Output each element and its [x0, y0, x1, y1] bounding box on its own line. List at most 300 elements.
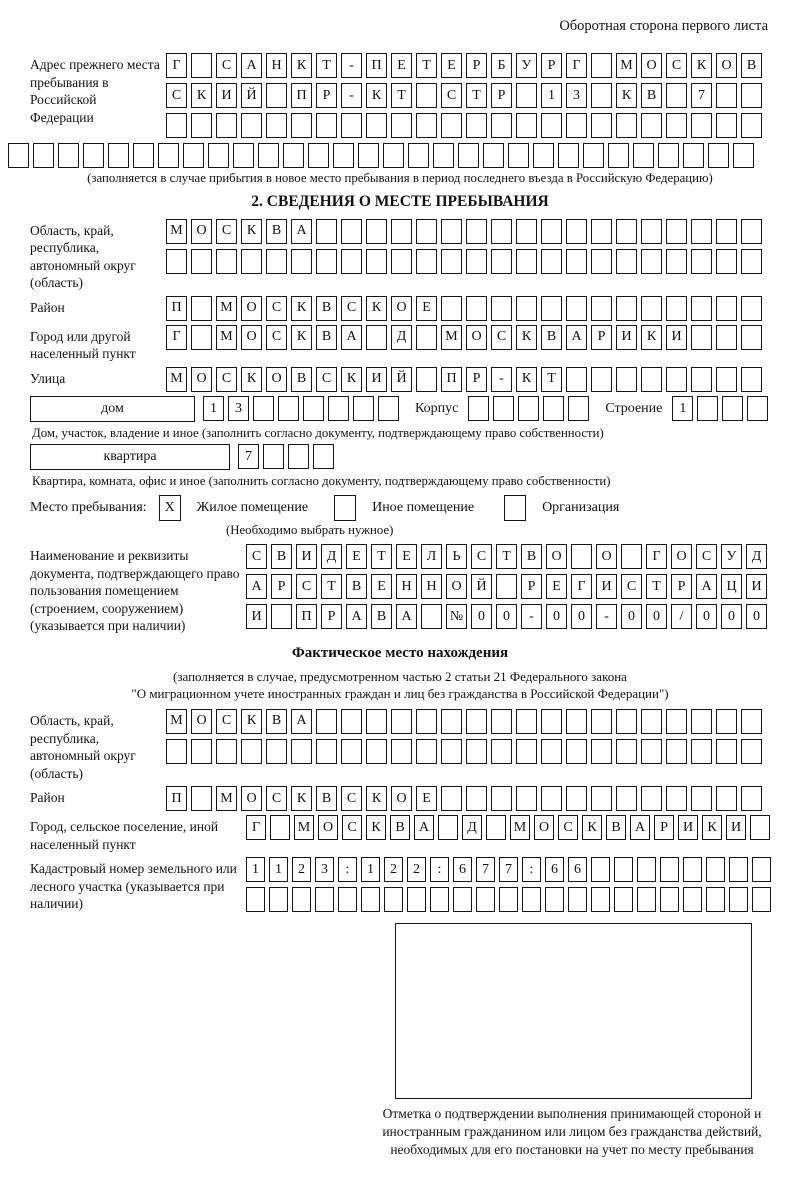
char-cell[interactable]	[545, 887, 564, 912]
char-cell[interactable]	[328, 396, 349, 421]
char-cell[interactable]: -	[341, 83, 362, 108]
char-cell[interactable]: 6	[545, 857, 564, 882]
char-cell[interactable]	[666, 113, 687, 138]
char-cell[interactable]	[747, 396, 768, 421]
char-cell[interactable]	[616, 296, 637, 321]
char-cell[interactable]: О	[318, 815, 338, 840]
char-cell[interactable]	[614, 887, 633, 912]
char-cell[interactable]: Т	[316, 53, 337, 78]
char-cell[interactable]: К	[241, 709, 262, 734]
char-cell[interactable]	[666, 739, 687, 764]
char-cell[interactable]	[366, 739, 387, 764]
char-cell[interactable]: К	[366, 83, 387, 108]
char-cell[interactable]	[706, 887, 725, 912]
char-cell[interactable]	[516, 249, 537, 274]
char-cell[interactable]	[308, 143, 329, 168]
char-cell[interactable]	[750, 815, 770, 840]
char-cell[interactable]: С	[166, 83, 187, 108]
char-cell[interactable]	[270, 815, 290, 840]
char-cell[interactable]: И	[746, 574, 767, 599]
char-cell[interactable]	[258, 143, 279, 168]
char-cell[interactable]	[666, 249, 687, 274]
char-cell[interactable]	[83, 143, 104, 168]
char-cell[interactable]	[752, 857, 771, 882]
char-cell[interactable]	[541, 249, 562, 274]
char-cell[interactable]: Т	[646, 574, 667, 599]
char-cell[interactable]	[729, 857, 748, 882]
region-row-2[interactable]	[166, 249, 766, 274]
char-cell[interactable]: П	[441, 367, 462, 392]
char-cell[interactable]	[716, 219, 737, 244]
char-cell[interactable]: Й	[241, 83, 262, 108]
char-cell[interactable]	[391, 113, 412, 138]
char-cell[interactable]: Г	[246, 815, 266, 840]
char-cell[interactable]	[683, 857, 702, 882]
char-cell[interactable]	[453, 887, 472, 912]
char-cell[interactable]: И	[616, 325, 637, 350]
char-cell[interactable]	[716, 325, 737, 350]
char-cell[interactable]: П	[366, 53, 387, 78]
char-cell[interactable]	[566, 367, 587, 392]
char-cell[interactable]	[358, 143, 379, 168]
cadastre-row-2[interactable]	[246, 887, 775, 912]
char-cell[interactable]	[191, 53, 212, 78]
char-cell[interactable]: В	[316, 296, 337, 321]
char-cell[interactable]	[741, 296, 762, 321]
char-cell[interactable]: 1	[203, 396, 224, 421]
char-cell[interactable]: В	[606, 815, 626, 840]
char-cell[interactable]	[591, 113, 612, 138]
prev-address-row-2[interactable]	[166, 83, 766, 108]
char-cell[interactable]	[366, 113, 387, 138]
char-cell[interactable]	[483, 143, 504, 168]
char-cell[interactable]	[316, 739, 337, 764]
document-row-3[interactable]	[246, 604, 771, 629]
char-cell[interactable]	[666, 296, 687, 321]
char-cell[interactable]	[291, 739, 312, 764]
char-cell[interactable]	[491, 219, 512, 244]
char-cell[interactable]	[303, 396, 324, 421]
char-cell[interactable]: О	[191, 367, 212, 392]
char-cell[interactable]	[691, 786, 712, 811]
char-cell[interactable]	[591, 739, 612, 764]
char-cell[interactable]	[316, 249, 337, 274]
char-cell[interactable]	[338, 887, 357, 912]
korpus-cells[interactable]	[468, 396, 593, 421]
char-cell[interactable]	[616, 113, 637, 138]
char-cell[interactable]: Е	[546, 574, 567, 599]
char-cell[interactable]: С	[342, 815, 362, 840]
char-cell[interactable]: В	[541, 325, 562, 350]
char-cell[interactable]: Ь	[446, 544, 467, 569]
char-cell[interactable]: 0	[696, 604, 717, 629]
char-cell[interactable]	[566, 219, 587, 244]
char-cell[interactable]	[491, 113, 512, 138]
char-cell[interactable]	[441, 296, 462, 321]
char-cell[interactable]: С	[216, 53, 237, 78]
char-cell[interactable]	[158, 143, 179, 168]
char-cell[interactable]	[491, 786, 512, 811]
char-cell[interactable]: Й	[471, 574, 492, 599]
char-cell[interactable]	[191, 249, 212, 274]
char-cell[interactable]	[391, 709, 412, 734]
char-cell[interactable]	[666, 219, 687, 244]
char-cell[interactable]	[271, 604, 292, 629]
char-cell[interactable]: Т	[416, 53, 437, 78]
char-cell[interactable]: И	[296, 544, 317, 569]
char-cell[interactable]: М	[166, 219, 187, 244]
char-cell[interactable]: 6	[568, 857, 587, 882]
char-cell[interactable]	[571, 544, 592, 569]
char-cell[interactable]: С	[441, 83, 462, 108]
char-cell[interactable]	[683, 887, 702, 912]
char-cell[interactable]	[591, 709, 612, 734]
char-cell[interactable]	[466, 709, 487, 734]
char-cell[interactable]	[408, 143, 429, 168]
char-cell[interactable]	[591, 219, 612, 244]
char-cell[interactable]	[591, 53, 612, 78]
char-cell[interactable]: Д	[746, 544, 767, 569]
char-cell[interactable]	[691, 367, 712, 392]
char-cell[interactable]: Т	[466, 83, 487, 108]
char-cell[interactable]: 2	[384, 857, 403, 882]
cadastre-row-1[interactable]	[246, 857, 775, 882]
char-cell[interactable]	[516, 296, 537, 321]
prev-address-overflow-row[interactable]	[8, 143, 770, 168]
char-cell[interactable]	[591, 857, 610, 882]
char-cell[interactable]: К	[291, 53, 312, 78]
char-cell[interactable]	[491, 296, 512, 321]
char-cell[interactable]: -	[521, 604, 542, 629]
char-cell[interactable]: О	[391, 786, 412, 811]
char-cell[interactable]: 0	[621, 604, 642, 629]
char-cell[interactable]: И	[596, 574, 617, 599]
char-cell[interactable]: 0	[646, 604, 667, 629]
char-cell[interactable]: 6	[453, 857, 472, 882]
char-cell[interactable]: К	[366, 815, 386, 840]
house-number-cells[interactable]	[203, 396, 403, 421]
char-cell[interactable]	[496, 574, 517, 599]
char-cell[interactable]: 0	[571, 604, 592, 629]
city-row[interactable]	[166, 325, 766, 350]
actual-region-row-1[interactable]	[166, 709, 766, 734]
char-cell[interactable]: А	[241, 53, 262, 78]
char-cell[interactable]	[486, 815, 506, 840]
char-cell[interactable]: К	[616, 83, 637, 108]
char-cell[interactable]	[241, 249, 262, 274]
actual-region-row-2[interactable]	[166, 739, 766, 764]
char-cell[interactable]	[641, 709, 662, 734]
char-cell[interactable]: О	[671, 544, 692, 569]
char-cell[interactable]	[316, 113, 337, 138]
char-cell[interactable]: С	[341, 786, 362, 811]
char-cell[interactable]	[716, 113, 737, 138]
char-cell[interactable]: О	[241, 296, 262, 321]
char-cell[interactable]: Р	[521, 574, 542, 599]
char-cell[interactable]	[416, 367, 437, 392]
char-cell[interactable]: П	[291, 83, 312, 108]
char-cell[interactable]	[566, 739, 587, 764]
char-cell[interactable]	[191, 739, 212, 764]
region-row-1[interactable]	[166, 219, 766, 244]
char-cell[interactable]: №	[446, 604, 467, 629]
char-cell[interactable]	[253, 396, 274, 421]
char-cell[interactable]: Г	[646, 544, 667, 569]
char-cell[interactable]: О	[466, 325, 487, 350]
char-cell[interactable]	[641, 739, 662, 764]
char-cell[interactable]: С	[216, 219, 237, 244]
char-cell[interactable]: Р	[541, 53, 562, 78]
char-cell[interactable]	[591, 786, 612, 811]
char-cell[interactable]: П	[166, 786, 187, 811]
char-cell[interactable]	[476, 887, 495, 912]
char-cell[interactable]	[341, 709, 362, 734]
char-cell[interactable]: О	[241, 786, 262, 811]
char-cell[interactable]	[416, 249, 437, 274]
char-cell[interactable]	[691, 113, 712, 138]
char-cell[interactable]: К	[516, 367, 537, 392]
char-cell[interactable]	[266, 113, 287, 138]
char-cell[interactable]	[741, 367, 762, 392]
char-cell[interactable]	[441, 786, 462, 811]
char-cell[interactable]	[516, 739, 537, 764]
char-cell[interactable]	[216, 249, 237, 274]
char-cell[interactable]: П	[166, 296, 187, 321]
checkbox-organization[interactable]	[504, 495, 526, 521]
char-cell[interactable]	[493, 396, 514, 421]
char-cell[interactable]: 1	[361, 857, 380, 882]
char-cell[interactable]	[741, 325, 762, 350]
char-cell[interactable]: А	[630, 815, 650, 840]
char-cell[interactable]: 0	[471, 604, 492, 629]
char-cell[interactable]	[246, 887, 265, 912]
char-cell[interactable]: Е	[391, 53, 412, 78]
char-cell[interactable]: С	[316, 367, 337, 392]
char-cell[interactable]	[633, 143, 654, 168]
char-cell[interactable]	[341, 113, 362, 138]
char-cell[interactable]	[697, 396, 718, 421]
char-cell[interactable]	[166, 113, 187, 138]
char-cell[interactable]	[533, 143, 554, 168]
char-cell[interactable]	[566, 786, 587, 811]
char-cell[interactable]	[391, 249, 412, 274]
char-cell[interactable]: Р	[321, 604, 342, 629]
char-cell[interactable]	[433, 143, 454, 168]
char-cell[interactable]	[660, 857, 679, 882]
char-cell[interactable]: Ц	[721, 574, 742, 599]
char-cell[interactable]: Д	[321, 544, 342, 569]
char-cell[interactable]: С	[216, 709, 237, 734]
char-cell[interactable]	[541, 739, 562, 764]
char-cell[interactable]	[438, 815, 458, 840]
char-cell[interactable]: С	[666, 53, 687, 78]
char-cell[interactable]	[637, 857, 656, 882]
char-cell[interactable]	[641, 367, 662, 392]
actual-city-row[interactable]	[246, 815, 774, 840]
char-cell[interactable]: К	[516, 325, 537, 350]
char-cell[interactable]	[658, 143, 679, 168]
char-cell[interactable]	[691, 219, 712, 244]
char-cell[interactable]	[566, 249, 587, 274]
stroenie-cells[interactable]	[672, 396, 772, 421]
char-cell[interactable]	[266, 83, 287, 108]
char-cell[interactable]: К	[641, 325, 662, 350]
char-cell[interactable]: В	[346, 574, 367, 599]
char-cell[interactable]: О	[596, 544, 617, 569]
char-cell[interactable]: Т	[496, 544, 517, 569]
char-cell[interactable]: А	[396, 604, 417, 629]
char-cell[interactable]	[441, 249, 462, 274]
char-cell[interactable]	[516, 113, 537, 138]
char-cell[interactable]	[541, 786, 562, 811]
char-cell[interactable]: С	[558, 815, 578, 840]
char-cell[interactable]	[466, 113, 487, 138]
char-cell[interactable]	[708, 143, 729, 168]
char-cell[interactable]: О	[241, 325, 262, 350]
char-cell[interactable]: С	[266, 296, 287, 321]
apartment-number-cells[interactable]	[238, 444, 338, 469]
char-cell[interactable]	[641, 296, 662, 321]
char-cell[interactable]: О	[191, 709, 212, 734]
prev-address-row-1[interactable]	[166, 53, 766, 78]
char-cell[interactable]	[313, 444, 334, 469]
char-cell[interactable]: О	[446, 574, 467, 599]
char-cell[interactable]	[516, 709, 537, 734]
char-cell[interactable]: В	[741, 53, 762, 78]
char-cell[interactable]	[591, 83, 612, 108]
char-cell[interactable]: М	[510, 815, 530, 840]
char-cell[interactable]	[741, 739, 762, 764]
char-cell[interactable]	[706, 857, 725, 882]
char-cell[interactable]: С	[266, 325, 287, 350]
char-cell[interactable]	[466, 296, 487, 321]
char-cell[interactable]: Р	[671, 574, 692, 599]
char-cell[interactable]	[716, 367, 737, 392]
char-cell[interactable]	[283, 143, 304, 168]
char-cell[interactable]	[191, 113, 212, 138]
char-cell[interactable]	[616, 367, 637, 392]
char-cell[interactable]	[729, 887, 748, 912]
char-cell[interactable]: М	[216, 786, 237, 811]
char-cell[interactable]: У	[721, 544, 742, 569]
char-cell[interactable]	[366, 249, 387, 274]
char-cell[interactable]: М	[294, 815, 314, 840]
char-cell[interactable]	[541, 709, 562, 734]
char-cell[interactable]: Г	[571, 574, 592, 599]
char-cell[interactable]: К	[241, 367, 262, 392]
char-cell[interactable]: А	[346, 604, 367, 629]
char-cell[interactable]	[752, 887, 771, 912]
char-cell[interactable]	[683, 143, 704, 168]
char-cell[interactable]	[241, 739, 262, 764]
char-cell[interactable]: С	[296, 574, 317, 599]
char-cell[interactable]	[722, 396, 743, 421]
char-cell[interactable]	[466, 219, 487, 244]
char-cell[interactable]: 2	[292, 857, 311, 882]
char-cell[interactable]: М	[216, 296, 237, 321]
char-cell[interactable]: 7	[691, 83, 712, 108]
char-cell[interactable]	[341, 249, 362, 274]
char-cell[interactable]	[468, 396, 489, 421]
char-cell[interactable]	[716, 709, 737, 734]
char-cell[interactable]: М	[441, 325, 462, 350]
char-cell[interactable]	[315, 887, 334, 912]
char-cell[interactable]: Р	[491, 83, 512, 108]
char-cell[interactable]	[133, 143, 154, 168]
char-cell[interactable]: А	[246, 574, 267, 599]
char-cell[interactable]	[568, 887, 587, 912]
char-cell[interactable]	[583, 143, 604, 168]
char-cell[interactable]	[216, 739, 237, 764]
char-cell[interactable]: В	[641, 83, 662, 108]
char-cell[interactable]	[641, 113, 662, 138]
char-cell[interactable]: И	[246, 604, 267, 629]
char-cell[interactable]	[691, 249, 712, 274]
char-cell[interactable]: У	[516, 53, 537, 78]
char-cell[interactable]: 0	[546, 604, 567, 629]
char-cell[interactable]: 1	[541, 83, 562, 108]
char-cell[interactable]	[691, 296, 712, 321]
char-cell[interactable]	[716, 786, 737, 811]
char-cell[interactable]	[291, 249, 312, 274]
char-cell[interactable]	[416, 709, 437, 734]
char-cell[interactable]: К	[241, 219, 262, 244]
char-cell[interactable]: :	[430, 857, 449, 882]
char-cell[interactable]	[316, 709, 337, 734]
char-cell[interactable]	[558, 143, 579, 168]
district-row[interactable]	[166, 296, 766, 321]
char-cell[interactable]: К	[341, 367, 362, 392]
char-cell[interactable]: К	[702, 815, 722, 840]
char-cell[interactable]: Л	[421, 544, 442, 569]
document-row-1[interactable]	[246, 544, 771, 569]
char-cell[interactable]: В	[390, 815, 410, 840]
char-cell[interactable]: С	[341, 296, 362, 321]
char-cell[interactable]	[58, 143, 79, 168]
char-cell[interactable]	[616, 786, 637, 811]
char-cell[interactable]	[441, 709, 462, 734]
checkbox-residential[interactable]: X	[159, 495, 181, 521]
char-cell[interactable]	[691, 325, 712, 350]
char-cell[interactable]: Т	[371, 544, 392, 569]
char-cell[interactable]	[741, 786, 762, 811]
char-cell[interactable]: Р	[271, 574, 292, 599]
char-cell[interactable]: С	[696, 544, 717, 569]
char-cell[interactable]: В	[316, 786, 337, 811]
char-cell[interactable]	[458, 143, 479, 168]
char-cell[interactable]	[516, 83, 537, 108]
char-cell[interactable]: -	[341, 53, 362, 78]
char-cell[interactable]: О	[534, 815, 554, 840]
char-cell[interactable]: А	[291, 709, 312, 734]
char-cell[interactable]	[741, 709, 762, 734]
char-cell[interactable]: Н	[396, 574, 417, 599]
char-cell[interactable]	[566, 296, 587, 321]
char-cell[interactable]: В	[266, 709, 287, 734]
char-cell[interactable]	[566, 709, 587, 734]
char-cell[interactable]	[499, 887, 518, 912]
char-cell[interactable]	[491, 709, 512, 734]
char-cell[interactable]	[716, 739, 737, 764]
char-cell[interactable]	[166, 739, 187, 764]
char-cell[interactable]: -	[491, 367, 512, 392]
char-cell[interactable]	[353, 396, 374, 421]
char-cell[interactable]	[421, 604, 442, 629]
char-cell[interactable]	[166, 249, 187, 274]
char-cell[interactable]: Б	[491, 53, 512, 78]
char-cell[interactable]: Г	[566, 53, 587, 78]
char-cell[interactable]: 3	[228, 396, 249, 421]
